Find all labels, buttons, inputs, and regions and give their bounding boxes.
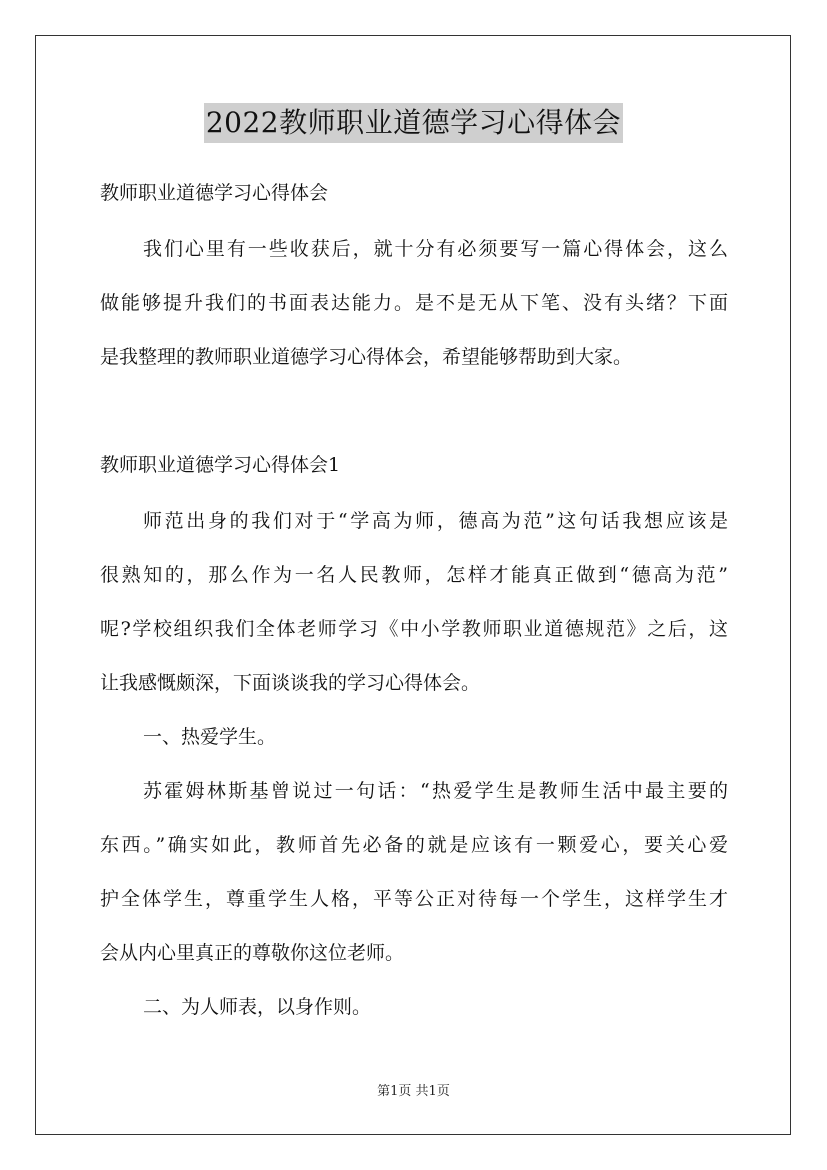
paragraph-line: 呢?学校组织我们全体老师学习《中小学教师职业道德规范》之后，这 <box>100 618 728 640</box>
section-point-heading: 一、热爱学生。 <box>143 726 277 748</box>
paragraph-line: 苏霍姆林斯基曾说过一句话：“热爱学生是教师生活中最主要的 <box>143 780 728 802</box>
paragraph-line: 会从内心里真正的尊敬你这位老师。 <box>100 942 405 964</box>
paragraph-line: 我们心里有一些收获后，就十分有必须要写一篇心得体会，这么 <box>143 238 728 260</box>
paragraph-line: 让我感慨颇深，下面谈谈我的学习心得体会。 <box>100 672 481 694</box>
paragraph-line: 是我整理的教师职业道德学习心得体会，希望能够帮助到大家。 <box>100 346 633 368</box>
section-point-heading: 二、为人师表，以身作则。 <box>143 996 372 1018</box>
document-title: 2022教师职业道德学习心得体会 <box>204 103 623 143</box>
section-heading: 教师职业道德学习心得体会1 <box>100 454 341 476</box>
paragraph-line: 师范出身的我们对于“学高为师，德高为范”这句话我想应该是 <box>143 510 728 532</box>
paragraph-line: 做能够提升我们的书面表达能力。是不是无从下笔、没有头绪？下面 <box>100 292 728 314</box>
paragraph-line: 东西。”确实如此，教师首先必备的就是应该有一颗爱心，要关心爱 <box>100 834 728 856</box>
paragraph-line: 护全体学生，尊重学生人格，平等公正对待每一个学生，这样学生才 <box>100 888 728 910</box>
document-subtitle: 教师职业道德学习心得体会 <box>100 182 329 204</box>
page-footer: 第1页 共1页 <box>377 1084 450 1099</box>
title-container <box>0 103 827 143</box>
paragraph-line: 很熟知的，那么作为一名人民教师，怎样才能真正做到“德高为范” <box>100 564 728 586</box>
